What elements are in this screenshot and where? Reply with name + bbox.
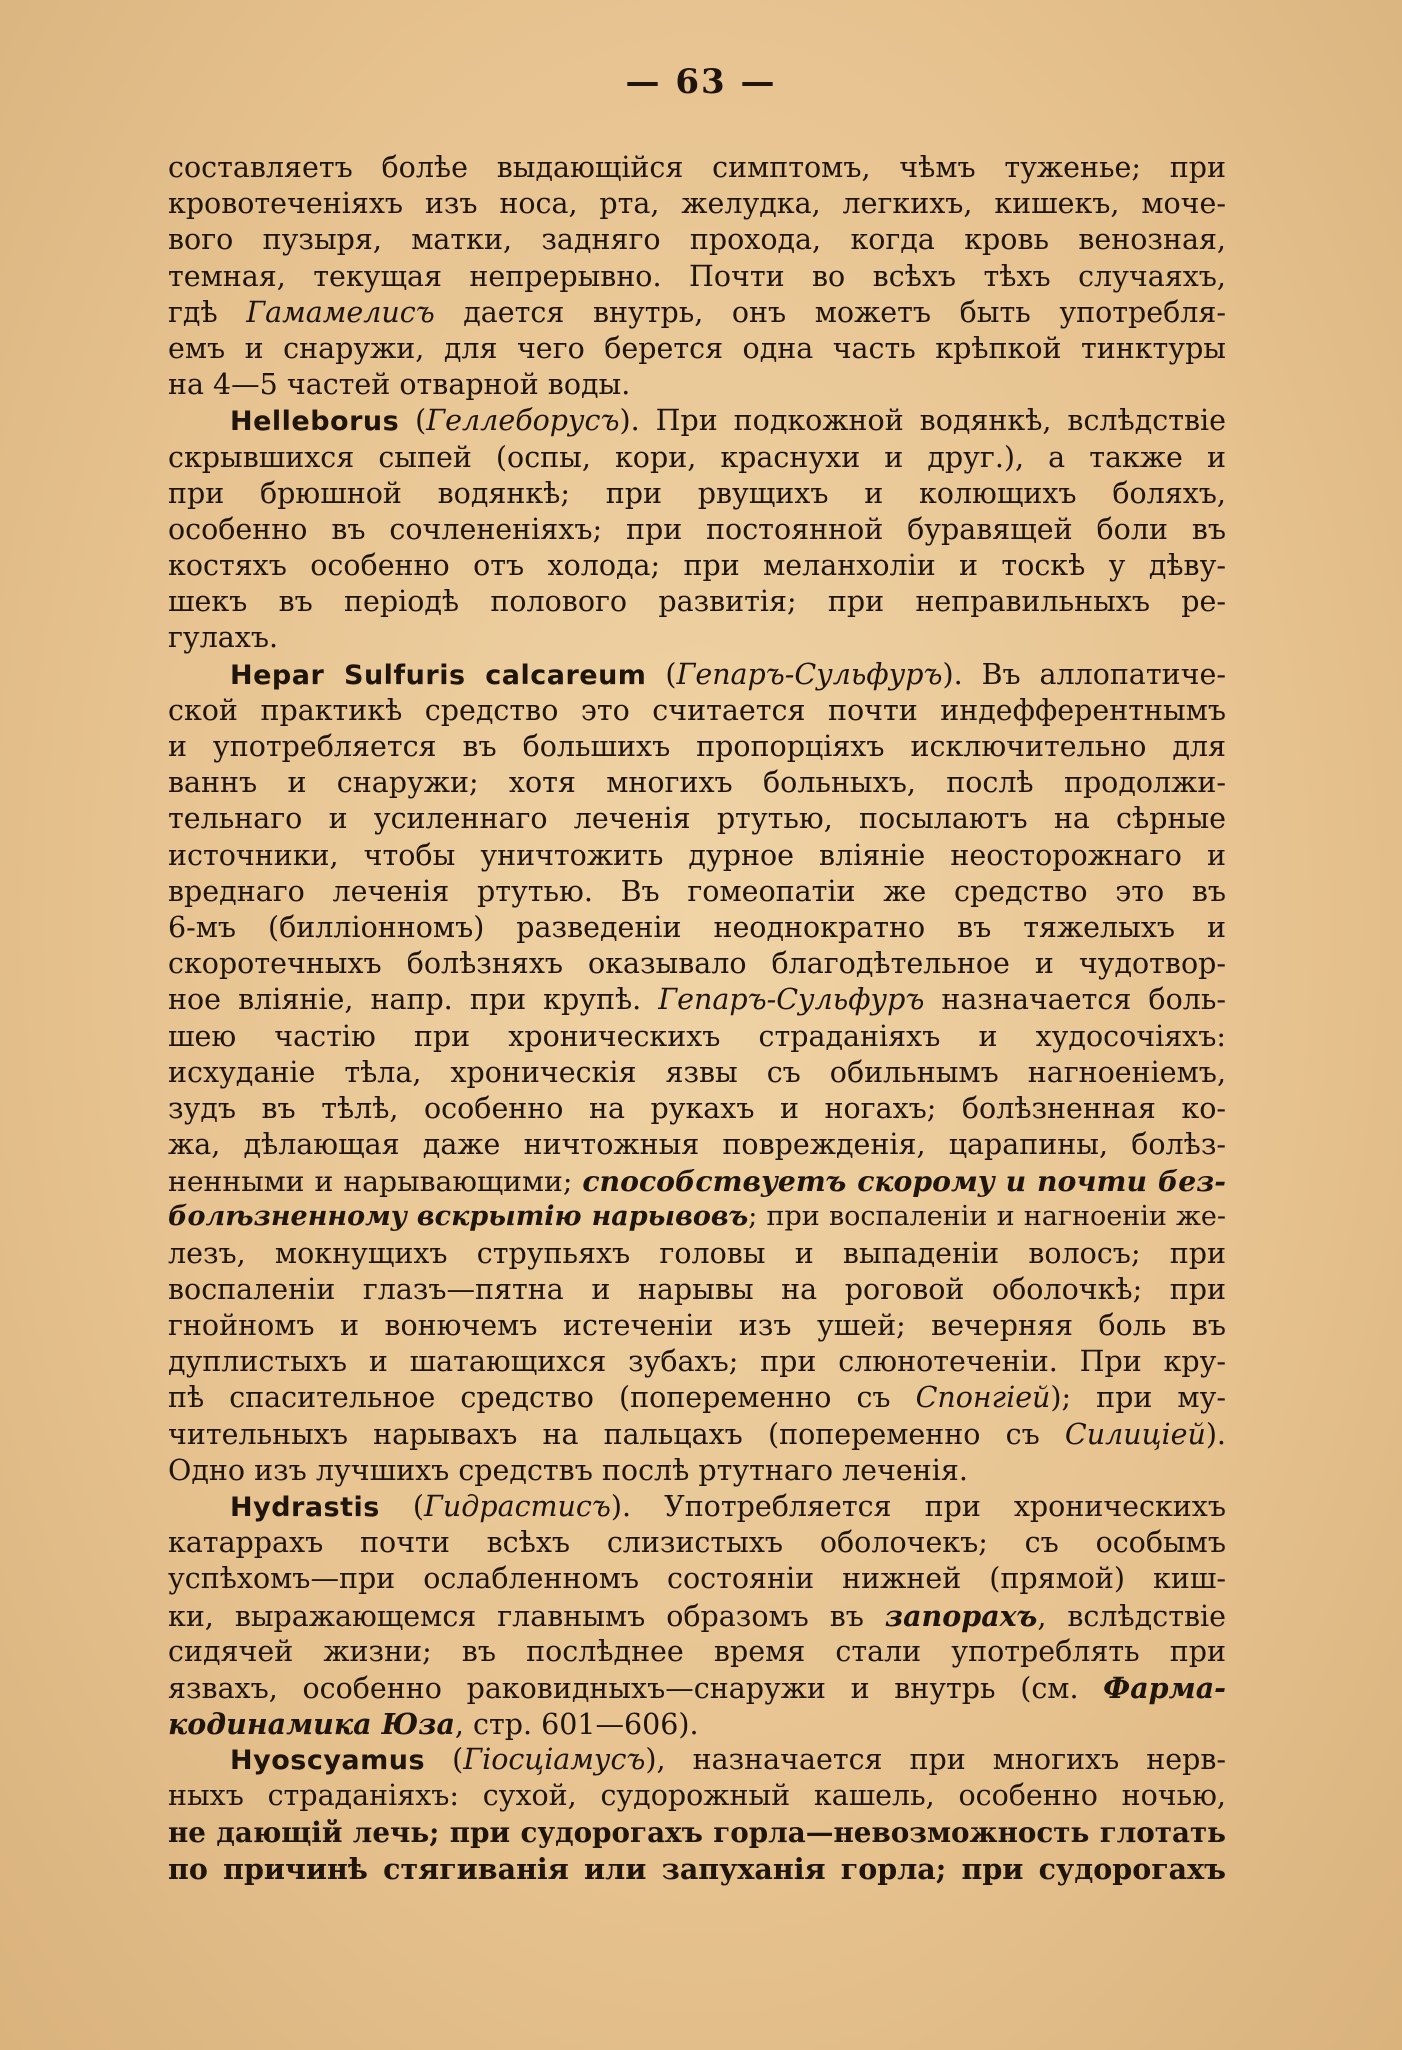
remedy-heading: Hepar Sulfuris calcareum bbox=[230, 659, 647, 691]
text-run: скрывшихся сыпей (оспы, кори, краснухи и друг.), а также и bbox=[168, 440, 1226, 474]
text-run: кровотеченіяхъ изъ носа, рта, желудка, легкихъ, кишекъ, моче- bbox=[168, 187, 1226, 221]
text-line bbox=[168, 512, 1226, 548]
text-line bbox=[168, 1525, 1226, 1561]
text-run: дуплистыхъ и шатающихся зубахъ; при слюнотеченіи. При кру- bbox=[168, 1345, 1226, 1379]
text-line bbox=[168, 657, 1226, 693]
page-number: — 63 — bbox=[625, 62, 777, 102]
text-run: вреднаго леченія ртутью. Въ гомеопатіи же средство это въ bbox=[168, 874, 1226, 908]
text-line bbox=[168, 150, 1226, 186]
text-line bbox=[168, 1380, 1226, 1416]
text-run: при брюшной водянкѣ; при рвущихъ и колющихъ боляхъ, bbox=[168, 476, 1226, 510]
italic-remedy-name: Силиціей bbox=[1064, 1417, 1206, 1451]
text-line bbox=[168, 1634, 1226, 1670]
text-run: Одно изъ лучшихъ средствъ послѣ ртутнаго леченія. bbox=[168, 1453, 968, 1487]
text-line bbox=[168, 186, 1226, 222]
text-line bbox=[168, 1199, 1226, 1235]
text-line bbox=[168, 1091, 1226, 1127]
text-run: воспаленіи глазъ—пятна и нарывы на роговой оболочкѣ; при bbox=[168, 1272, 1226, 1306]
text-line bbox=[168, 1127, 1226, 1163]
text-run: скоротечныхъ болѣзняхъ оказывало благодѣтельное и чудотвор- bbox=[168, 947, 1226, 981]
text-run: исхуданіе тѣла, хроническія язвы съ обильнымъ нагноеніемъ, bbox=[168, 1055, 1226, 1089]
text-line bbox=[168, 1598, 1226, 1634]
italic-emphasis: запорахъ bbox=[884, 1598, 1038, 1633]
text-run: успѣхомъ—при ослабленномъ состояніи нижней (прямой) киш- bbox=[168, 1562, 1226, 1596]
text-line bbox=[168, 693, 1226, 729]
text-run: , вслѣдствіе bbox=[1037, 1599, 1226, 1633]
text-run: ное вліяніе, напр. при крупѣ. bbox=[168, 983, 659, 1017]
body-text bbox=[168, 150, 1226, 1887]
text-run: гдѣ bbox=[168, 295, 247, 329]
italic-remedy-name: Гепаръ-Сульфуръ bbox=[676, 657, 943, 691]
text-run: ( bbox=[425, 1743, 464, 1777]
text-line bbox=[168, 367, 1226, 403]
text-run: сидячей жизни; въ послѣднее время стали употреблять при bbox=[168, 1634, 1226, 1668]
text-run: гулахъ. bbox=[168, 621, 279, 655]
remedy-heading: Hydrastis bbox=[230, 1491, 380, 1523]
text-line bbox=[168, 331, 1226, 367]
italic-reference: Фарма- bbox=[1103, 1670, 1226, 1705]
italic-remedy-name: Гепаръ-Сульфуръ bbox=[658, 983, 925, 1017]
text-line bbox=[168, 874, 1226, 910]
text-line bbox=[168, 1778, 1226, 1814]
text-run: зудъ въ тѣлѣ, особенно на рукахъ и ногахъ; болѣзненная ко- bbox=[168, 1091, 1226, 1125]
text-run: жа, дѣлающая даже ничтожныя поврежденія, царапины, болѣз- bbox=[168, 1128, 1226, 1162]
italic-remedy-name: Гіосціамусъ bbox=[463, 1743, 646, 1777]
text-run: пѣ спасительное средство (попеременно съ bbox=[168, 1381, 916, 1415]
text-run: назначается боль- bbox=[924, 983, 1226, 1017]
text-run: ; при воспаленіи и нагноеніи же- bbox=[748, 1201, 1226, 1233]
text-run: ); при му- bbox=[1050, 1381, 1226, 1415]
text-line bbox=[168, 1055, 1226, 1091]
text-run: ской практикѣ средство это считается почти индефферентнымъ bbox=[168, 693, 1226, 727]
text-run: не дающій лечь; при судорогахъ горла—невозможность глотать bbox=[168, 1815, 1226, 1849]
text-run: ныхъ страданіяхъ: сухой, судорожный кашель, особенно ночью, bbox=[168, 1779, 1226, 1813]
text-line bbox=[168, 548, 1226, 584]
text-line bbox=[168, 1706, 1226, 1742]
text-run: ). Употребляется при хроническихъ bbox=[610, 1489, 1227, 1523]
text-line bbox=[168, 1236, 1226, 1272]
text-run: чительныхъ нарывахъ на пальцахъ (попеременно съ bbox=[168, 1417, 1065, 1451]
text-line bbox=[168, 1308, 1226, 1344]
text-line bbox=[168, 222, 1226, 258]
text-line bbox=[168, 1344, 1226, 1380]
text-line bbox=[168, 295, 1226, 331]
text-run: катаррахъ почти всѣхъ слизистыхъ оболочекъ; съ особымъ bbox=[168, 1526, 1226, 1560]
text-line bbox=[168, 440, 1226, 476]
text-run: ненными и нарывающими; bbox=[168, 1165, 583, 1199]
italic-emphasis: болѣзненному вскрытію нарывовъ bbox=[168, 1201, 749, 1233]
text-line bbox=[168, 1742, 1226, 1778]
text-run: гнойномъ и вонючемъ истеченіи изъ ушей; вечерняя боль въ bbox=[168, 1309, 1226, 1342]
text-run: язвахъ, особенно раковидныхъ—снаружи и внутрь (см. bbox=[168, 1671, 1104, 1705]
text-run: дается внутрь, онъ можетъ быть употребля- bbox=[434, 295, 1226, 329]
text-run: ). bbox=[1205, 1417, 1226, 1451]
text-line bbox=[168, 1489, 1226, 1525]
text-line bbox=[168, 982, 1226, 1018]
text-run: костяхъ особенно отъ холода; при меланхоліи и тоскѣ у дѣву- bbox=[168, 549, 1226, 583]
italic-emphasis: способствуетъ скорому и почти без- bbox=[582, 1164, 1226, 1199]
text-line bbox=[168, 403, 1226, 439]
text-line bbox=[168, 838, 1226, 874]
text-run: на 4—5 частей отварной воды. bbox=[168, 368, 631, 402]
text-run: 6-мъ (билліонномъ) разведеніи неоднократно въ тяжелыхъ и bbox=[168, 910, 1226, 944]
text-run: ), назначается при многихъ нерв- bbox=[645, 1743, 1226, 1777]
text-line bbox=[168, 1815, 1226, 1851]
text-run: ( bbox=[399, 404, 427, 438]
text-run: ). При подкожной водянкѣ, вслѣдствіе bbox=[619, 404, 1226, 438]
text-line bbox=[168, 729, 1226, 765]
text-run: лезъ, мокнущихъ струпьяхъ головы и выпаденіи волосъ; при bbox=[168, 1236, 1226, 1270]
italic-remedy-name: Геллеборусъ bbox=[426, 404, 620, 438]
text-line bbox=[168, 1453, 1226, 1489]
text-run: особенно въ сочлененіяхъ; при постоянной буравящей боли въ bbox=[168, 512, 1226, 546]
text-line bbox=[168, 1019, 1226, 1055]
text-run: ( bbox=[379, 1489, 425, 1523]
italic-remedy-name: Гамамелисъ bbox=[246, 295, 435, 329]
text-line bbox=[168, 910, 1226, 946]
text-run: шекъ въ періодѣ полового развитія; при неправильныхъ ре- bbox=[168, 585, 1226, 619]
italic-remedy-name: Гидрастисъ bbox=[424, 1489, 611, 1523]
text-line bbox=[168, 259, 1226, 295]
text-run: ( bbox=[646, 657, 677, 691]
text-run: и употребляется въ большихъ пропорціяхъ исключительно для bbox=[168, 730, 1226, 763]
text-run: ваннъ и снаружи; хотя многихъ больныхъ, послѣ продолжи- bbox=[168, 766, 1226, 800]
text-run: шею частію при хроническихъ страданіяхъ и худосочіяхъ: bbox=[168, 1019, 1226, 1053]
text-line bbox=[168, 1670, 1226, 1706]
text-run: ки, выражающемся главнымъ образомъ въ bbox=[168, 1599, 885, 1633]
text-line bbox=[168, 1417, 1226, 1453]
text-run: источники, чтобы уничтожить дурное вліяніе неосторожнаго и bbox=[168, 838, 1226, 872]
text-line bbox=[168, 1851, 1226, 1887]
text-run: составляетъ болѣе выдающійся симптомъ, чѣмъ туженье; при bbox=[168, 151, 1226, 184]
text-run: по причинѣ стягиванія или запуханія горла; при судорогахъ bbox=[168, 1851, 1226, 1886]
text-line bbox=[168, 476, 1226, 512]
text-run: емъ и снаружи, для чего берется одна часть крѣпкой тинктуры bbox=[168, 331, 1226, 365]
italic-remedy-name: Спонгіей bbox=[915, 1381, 1051, 1415]
remedy-heading: Helleborus bbox=[230, 406, 400, 438]
text-run: тельнаго и усиленнаго леченія ртутью, посылаютъ на сѣрные bbox=[168, 802, 1226, 836]
text-run: , стр. 601—606). bbox=[454, 1708, 699, 1742]
text-run: темная, текущая непрерывно. Почти во всѣхъ тѣхъ случаяхъ, bbox=[168, 259, 1226, 293]
text-line bbox=[168, 1163, 1226, 1199]
text-line bbox=[168, 765, 1226, 801]
remedy-heading: Hyoscyamus bbox=[230, 1745, 426, 1777]
text-line bbox=[168, 801, 1226, 837]
text-line bbox=[168, 1272, 1226, 1308]
italic-reference: кодинамика Юза bbox=[168, 1707, 455, 1742]
text-line bbox=[168, 1561, 1226, 1597]
text-line bbox=[168, 620, 1226, 656]
text-line bbox=[168, 946, 1226, 982]
text-run: вого пузыря, матки, задняго прохода, когда кровь венозная, bbox=[168, 223, 1226, 257]
text-line bbox=[168, 584, 1226, 620]
text-run: ). Въ аллопатиче- bbox=[942, 657, 1226, 691]
